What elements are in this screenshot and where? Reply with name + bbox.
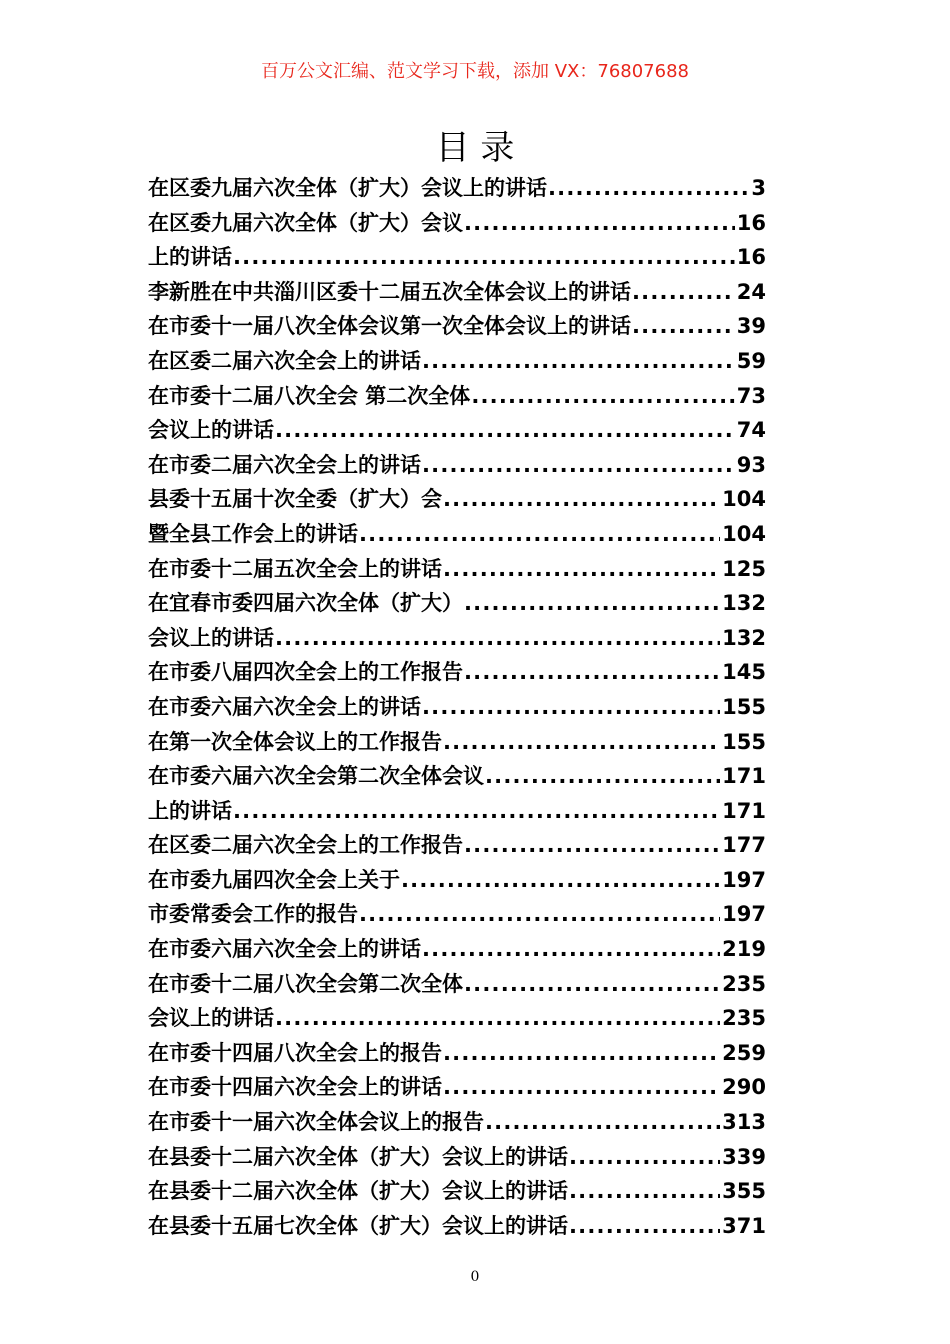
toc-entry-title: 会议上的讲话 xyxy=(148,418,274,443)
toc-entry-title: 在县委十二届六次全体（扩大）会议上的讲话 xyxy=(148,1144,568,1169)
toc-dot-leader xyxy=(422,690,720,725)
toc-entry-page: 155 xyxy=(722,729,766,754)
toc-entry[interactable] xyxy=(148,1070,766,1105)
toc-dot-leader xyxy=(632,309,735,344)
toc-entry[interactable] xyxy=(148,344,766,379)
toc-entry-title: 暨全县工作会上的讲话 xyxy=(148,521,358,546)
toc-entry-title: 市委常委会工作的报告 xyxy=(148,902,358,927)
toc-dot-leader xyxy=(359,517,720,552)
toc-entry-page: 259 xyxy=(722,1040,766,1065)
toc-entry[interactable] xyxy=(148,794,766,829)
toc-dot-leader xyxy=(233,794,720,829)
toc-entry[interactable] xyxy=(148,240,766,275)
page-title: 目 录 xyxy=(435,128,515,168)
toc-entry-page: 125 xyxy=(722,556,766,581)
toc-dot-leader xyxy=(401,863,720,898)
toc-dot-leader xyxy=(443,482,720,517)
toc-entry[interactable] xyxy=(148,621,766,656)
toc-dot-leader xyxy=(471,379,734,414)
toc-entry-page: 371 xyxy=(722,1213,766,1238)
toc-dot-leader xyxy=(485,759,720,794)
toc-entry-page: 235 xyxy=(722,1006,766,1031)
table-of-contents xyxy=(148,171,766,1243)
toc-dot-leader xyxy=(275,621,720,656)
toc-entry[interactable] xyxy=(148,206,766,241)
toc-entry[interactable] xyxy=(148,655,766,690)
toc-entry-title: 李新胜在中共淄川区委十二届五次全体会议上的讲话 xyxy=(148,279,631,304)
toc-entry[interactable] xyxy=(148,586,766,621)
toc-entry[interactable] xyxy=(148,690,766,725)
toc-entry-page: 290 xyxy=(722,1075,766,1100)
toc-dot-leader xyxy=(464,828,720,863)
toc-entry[interactable] xyxy=(148,309,766,344)
toc-dot-leader xyxy=(569,1174,720,1209)
toc-dot-leader xyxy=(422,344,735,379)
promo-header: 百万公文汇编、范文学习下载，添加 VX：76807688 xyxy=(261,61,689,82)
toc-entry-title: 在市委二届六次全会上的讲话 xyxy=(148,452,421,477)
toc-entry[interactable] xyxy=(148,171,766,206)
toc-entry[interactable] xyxy=(148,517,766,552)
toc-entry-title: 在市委六届六次全会第二次全体会议 xyxy=(148,764,484,789)
toc-entry-title: 在市委十二届五次全会上的讲话 xyxy=(148,556,442,581)
toc-entry-page: 93 xyxy=(736,452,766,477)
toc-entry-title: 在区委二届六次全会上的讲话 xyxy=(148,348,421,373)
toc-entry-title: 在县委十二届六次全体（扩大）会议上的讲话 xyxy=(148,1179,568,1204)
toc-entry[interactable] xyxy=(148,967,766,1002)
toc-entry[interactable] xyxy=(148,725,766,760)
toc-entry-title: 会议上的讲话 xyxy=(148,625,274,650)
toc-dot-leader xyxy=(485,1105,720,1140)
toc-entry[interactable] xyxy=(148,552,766,587)
toc-dot-leader xyxy=(275,413,735,448)
toc-entry[interactable] xyxy=(148,759,766,794)
toc-entry-page: 59 xyxy=(736,348,766,373)
toc-entry-page: 3 xyxy=(751,176,766,200)
toc-dot-leader xyxy=(464,206,735,241)
toc-entry[interactable] xyxy=(148,897,766,932)
page-number: 0 xyxy=(470,1269,480,1285)
toc-entry[interactable] xyxy=(148,1001,766,1036)
toc-dot-leader xyxy=(464,655,720,690)
toc-entry-page: 197 xyxy=(722,902,766,927)
toc-entry-page: 219 xyxy=(722,937,766,962)
toc-entry[interactable] xyxy=(148,379,766,414)
toc-dot-leader xyxy=(359,897,720,932)
toc-entry[interactable] xyxy=(148,1174,766,1209)
toc-entry[interactable] xyxy=(148,1105,766,1140)
toc-entry-page: 24 xyxy=(736,279,766,304)
toc-dot-leader xyxy=(422,448,735,483)
toc-entry-page: 171 xyxy=(722,798,766,823)
toc-entry[interactable] xyxy=(148,863,766,898)
toc-entry[interactable] xyxy=(148,828,766,863)
toc-dot-leader xyxy=(632,275,735,310)
toc-entry-title: 会议上的讲话 xyxy=(148,1006,274,1031)
toc-dot-leader xyxy=(464,967,720,1002)
toc-dot-leader xyxy=(569,1209,720,1244)
toc-entry-page: 235 xyxy=(722,971,766,996)
toc-entry-title: 在市委十四届六次全会上的讲话 xyxy=(148,1075,442,1100)
toc-entry-page: 74 xyxy=(736,418,766,443)
toc-entry-page: 16 xyxy=(736,210,766,235)
toc-entry-page: 73 xyxy=(736,383,766,408)
toc-entry-page: 132 xyxy=(722,591,766,616)
toc-entry-title: 在市委十二届八次全会第二次全体 xyxy=(148,971,463,996)
toc-entry[interactable] xyxy=(148,413,766,448)
toc-entry[interactable] xyxy=(148,1209,766,1244)
toc-entry-title: 在市委六届六次全会上的讲话 xyxy=(148,937,421,962)
toc-dot-leader xyxy=(569,1140,720,1175)
toc-dot-leader xyxy=(233,240,735,275)
toc-entry-page: 355 xyxy=(722,1179,766,1204)
toc-entry-page: 16 xyxy=(736,245,766,270)
toc-dot-leader xyxy=(443,1070,720,1105)
toc-entry[interactable] xyxy=(148,275,766,310)
toc-entry[interactable] xyxy=(148,482,766,517)
toc-entry-title: 在市委九届四次全会上关于 xyxy=(148,867,400,892)
toc-entry[interactable] xyxy=(148,448,766,483)
toc-entry-title: 上的讲话 xyxy=(148,245,232,270)
toc-entry-title: 在市委六届六次全会上的讲话 xyxy=(148,694,421,719)
toc-entry-page: 104 xyxy=(722,521,766,546)
toc-dot-leader xyxy=(443,552,720,587)
toc-entry-title: 在第一次全体会议上的工作报告 xyxy=(148,729,442,754)
toc-dot-leader xyxy=(443,1036,720,1071)
toc-entry-title: 上的讲话 xyxy=(148,798,232,823)
toc-dot-leader xyxy=(275,1001,720,1036)
toc-entry-page: 132 xyxy=(722,625,766,650)
toc-entry-title: 在区委九届六次全体（扩大）会议 xyxy=(148,210,463,235)
toc-entry-title: 在市委八届四次全会上的工作报告 xyxy=(148,660,463,685)
toc-dot-leader xyxy=(548,171,749,206)
toc-entry-title: 在区委二届六次全会上的工作报告 xyxy=(148,833,463,858)
toc-entry-page: 104 xyxy=(722,487,766,512)
toc-entry-page: 171 xyxy=(722,764,766,789)
toc-entry-page: 339 xyxy=(722,1144,766,1169)
toc-entry[interactable] xyxy=(148,1140,766,1175)
toc-entry-page: 145 xyxy=(722,660,766,685)
toc-entry-page: 155 xyxy=(722,694,766,719)
toc-entry[interactable] xyxy=(148,932,766,967)
toc-dot-leader xyxy=(443,725,720,760)
toc-entry-page: 177 xyxy=(722,833,766,858)
toc-dot-leader xyxy=(422,932,720,967)
toc-dot-leader xyxy=(464,586,720,621)
toc-entry[interactable] xyxy=(148,1036,766,1071)
toc-entry-title: 在区委九届六次全体（扩大）会议上的讲话 xyxy=(148,176,547,200)
toc-entry-title: 在县委十五届七次全体（扩大）会议上的讲话 xyxy=(148,1213,568,1238)
toc-entry-page: 197 xyxy=(722,867,766,892)
toc-entry-page: 39 xyxy=(736,314,766,339)
toc-entry-title: 在市委十一届六次全体会议上的报告 xyxy=(148,1110,484,1135)
toc-entry-title: 在市委十四届八次全会上的报告 xyxy=(148,1040,442,1065)
toc-entry-page: 313 xyxy=(722,1110,766,1135)
toc-entry-title: 在宜春市委四届六次全体（扩大） xyxy=(148,591,463,616)
toc-entry-title: 在市委十二届八次全会 第二次全体 xyxy=(148,383,471,408)
toc-entry-title: 在市委十一届八次全体会议第一次全体会议上的讲话 xyxy=(148,314,631,339)
toc-entry-title: 县委十五届十次全委（扩大）会 xyxy=(148,487,442,512)
